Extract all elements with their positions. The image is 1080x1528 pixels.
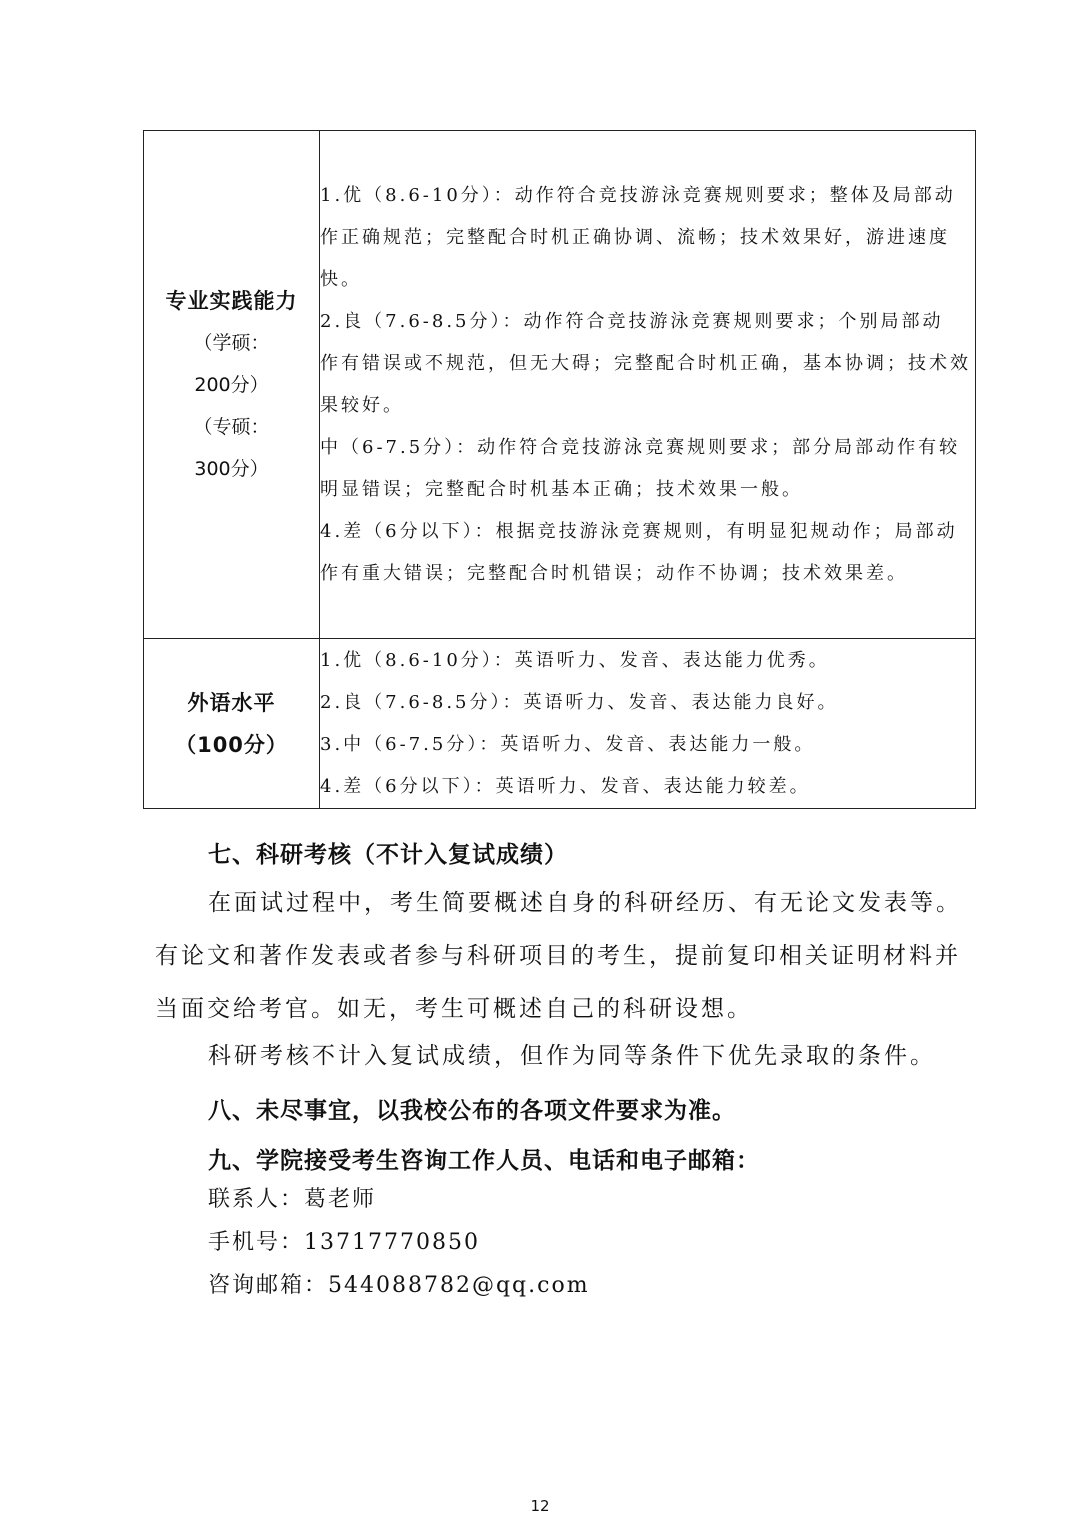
section7-paragraph-1: 在面试过程中，考生简要概述自身的科研经历、有无论文发表等。有论文和著作发表或者参与科研项目的考生，提前复印相关证明材料并当面交给考官。如无，考生可概述自己的科研设想。 <box>155 890 962 1022</box>
criteria-item: 1.优（8.6-10分）：英语听力、发音、表达能力优秀。 <box>320 649 830 671</box>
section-heading-7: 七、科研考核（不计入复试成绩） <box>208 842 568 868</box>
criteria-item: 4.差（6分以下）：英语听力、发音、表达能力较差。 <box>320 775 811 797</box>
criteria-item: 1.优（8.6-10分）：动作符合竞技游泳竞赛规则要求；整体及局部动作正确规范；完整配合时机正确协调、流畅；技术效果好，游进速度快。 <box>320 184 956 290</box>
table-row <box>144 131 976 639</box>
criteria-cell <box>320 131 976 639</box>
table-row <box>144 639 976 809</box>
category-label: 专业实践能力 <box>165 288 298 313</box>
scoring-table <box>143 130 976 809</box>
category-cell <box>144 639 320 809</box>
section7-paragraph-2: 科研考核不计入复试成绩，但作为同等条件下优先录取的条件。 <box>208 1043 936 1069</box>
criteria-item: 2.良（7.6-8.5分）：动作符合竞技游泳竞赛规则要求；个别局部动 <box>320 310 944 332</box>
category-score-academic: （学硕：200分） <box>193 331 270 396</box>
criteria-item: 中（6-7.5分）：动作符合竞技游泳竞赛规则要求；部分局部动作有较明显错误；完整配合时机基本正确；技术效果一般。 <box>320 436 961 500</box>
page-number: 12 <box>530 1497 550 1515</box>
criteria-cell <box>320 639 976 809</box>
contact-email: 咨询邮箱：544088782@qq.com <box>208 1273 590 1298</box>
category-cell <box>144 131 320 639</box>
section-heading-9: 九、学院接受考生咨询工作人员、电话和电子邮箱： <box>208 1148 760 1174</box>
category-score: （100分） <box>175 732 288 757</box>
criteria-item: 4.差（6分以下）：根据竞技游泳竞赛规则，有明显犯规动作；局部动作有重大错误；完整配合时机错误；动作不协调；技术效果差。 <box>320 520 958 584</box>
category-score-professional: （专硕：300分） <box>193 415 270 480</box>
category-label: 外语水平 <box>187 690 276 715</box>
criteria-item: 作有错误或不规范，但无大碍；完整配合时机正确，基本协调；技术效果较好。 <box>320 352 971 416</box>
criteria-item: 2.良（7.6-8.5分）：英语听力、发音、表达能力良好。 <box>320 691 839 713</box>
section-heading-8: 八、未尽事宜，以我校公布的各项文件要求为准。 <box>208 1098 736 1124</box>
criteria-item: 3.中（6-7.5分）：英语听力、发音、表达能力一般。 <box>320 733 816 755</box>
contact-phone: 手机号：13717770850 <box>208 1230 480 1255</box>
contact-person: 联系人：葛老师 <box>208 1187 377 1212</box>
